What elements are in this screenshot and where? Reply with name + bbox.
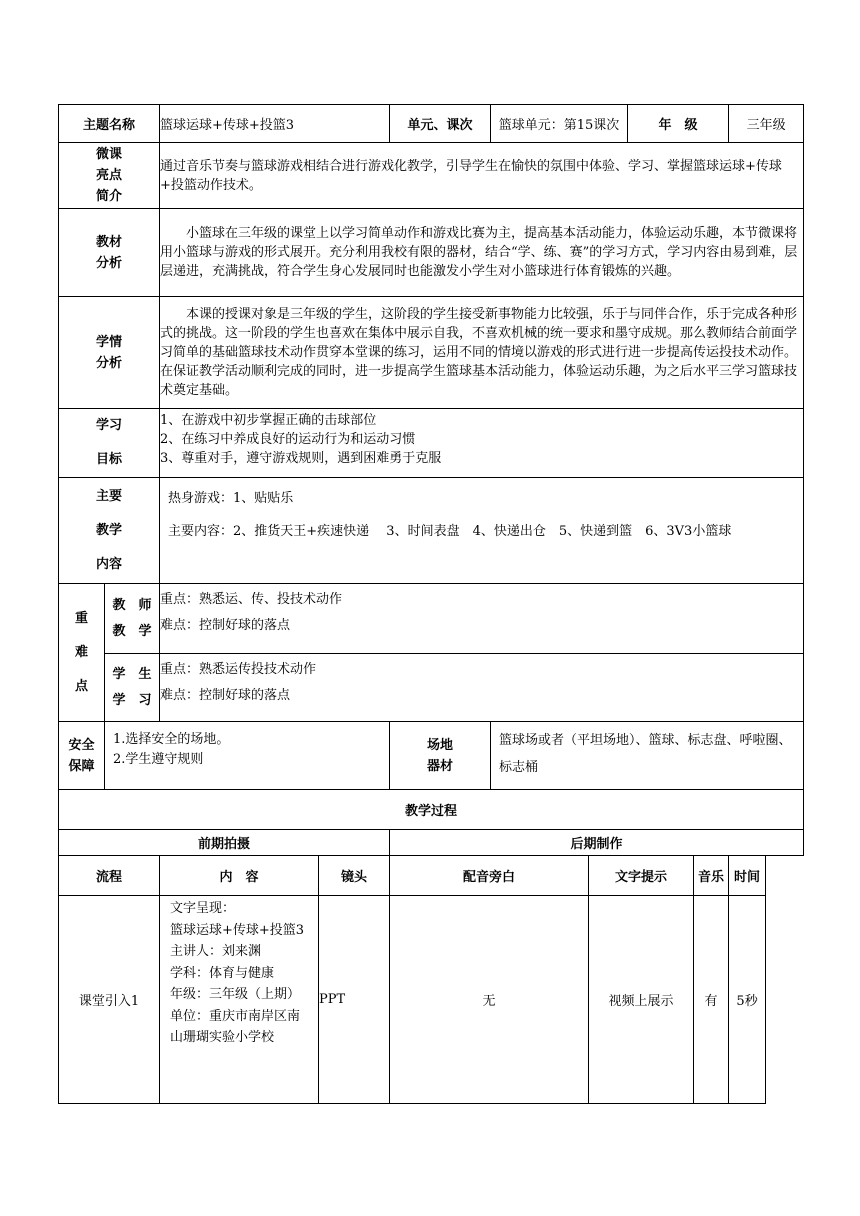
goal-item: 1、在游戏中初步掌握正确的击球部位 — [160, 413, 377, 428]
venue-text: 篮球场或者（平坦场地）、篮球、标志盘、呼啦圈、标志桶 — [491, 722, 804, 790]
col-content: 内 容 — [160, 856, 319, 896]
safety-item: 2.学生遵守规则 — [113, 752, 204, 767]
goal-item: 2、在练习中养成良好的运动行为和运动习惯 — [160, 432, 416, 447]
teacher-label: 教 师 教 学 — [105, 584, 160, 654]
teacher-hard-point: 难点：控制好球的落点 — [160, 618, 291, 633]
highlight-text: 通过音乐节奏与篮球游戏相结合进行游戏化教学，引导学生在愉快的氛围中体验、学习、掌握篮球运球+传球+投篮动作技术。 — [160, 143, 804, 209]
process-phase-row — [59, 830, 804, 856]
difficulty-teacher-row — [59, 584, 804, 654]
grade-label: 年 级 — [628, 105, 729, 143]
pre-production-label: 前期拍摄 — [59, 830, 390, 856]
teacher-points — [160, 584, 804, 654]
col-voiceover: 配音旁白 — [390, 856, 589, 896]
post-production-label: 后期制作 — [390, 830, 804, 856]
students-label: 学情 分析 — [59, 297, 160, 409]
unit-value: 篮球单元：第15课次 — [491, 105, 628, 143]
row-voiceover: 无 — [390, 896, 589, 1104]
highlight-label: 微课 亮点 简介 — [59, 143, 160, 209]
header-row — [59, 105, 804, 143]
student-points — [160, 654, 804, 722]
grade-value: 三年级 — [729, 105, 804, 143]
process-title: 教学过程 — [59, 790, 804, 830]
safety-list — [105, 722, 390, 790]
row-time: 5秒 — [729, 896, 766, 1104]
highlight-row — [59, 143, 804, 209]
theme-label: 主题名称 — [59, 105, 160, 143]
student-label: 学 生 学 习 — [105, 654, 160, 722]
content-line-main: 主要内容：2、推货天王+疾速快递 3、时间表盘 4、快递出仓 5、快递到篮 6、3V3小篮球 — [168, 524, 732, 539]
table-row — [59, 896, 804, 1104]
process-title-row — [59, 790, 804, 830]
difficulty-student-row — [59, 654, 804, 722]
row-text-hint: 视频上展示 — [589, 896, 694, 1104]
teacher-key-point: 重点：熟悉运、传、投技术动作 — [160, 592, 343, 607]
col-step: 流程 — [59, 856, 160, 896]
goal-item: 3、尊重对手，遵守游戏规则，遇到困难勇于克服 — [160, 451, 442, 466]
col-shot: 镜头 — [319, 856, 390, 896]
material-text: 小篮球在三年级的课堂上以学习简单动作和游戏比赛为主，提高基本活动能力，体验运动乐趣，本节微课将用小篮球与游戏的形式展开。充分利用我校有限的器材，结合“学、练、赛”的学习方式，学习内容由易到难，层层递进，充满挑战，符合学生身心发展同时也能激发小学生对小篮球进行体育锻炼的兴趣。 — [160, 209, 804, 297]
row-step: 课堂引入1 — [59, 896, 160, 1104]
students-text: 本课的授课对象是三年级的学生，这阶段的学生接受新事物能力比较强，乐于与同伴合作，乐于完成各种形式的挑战。这一阶段的学生也喜欢在集体中展示自我，不喜欢机械的统一要求和墨守成规。那么教师结合前面学习简单的基础篮球技术动作贯穿本堂课的练习，运用不同的情境以游戏的形式进行进一步提高传运投技术动作。在保证教学活动顺利完成的同时，进一步提高学生篮球基本活动能力，体验运动乐趣，为之后水平三学习篮球技术奠定基础。 — [160, 297, 804, 409]
goals-label: 学习 目标 — [59, 409, 160, 478]
safety-item: 1.选择安全的场地。 — [113, 732, 230, 747]
goals-list — [160, 409, 804, 478]
content-row — [59, 478, 804, 584]
material-row — [59, 209, 804, 297]
unit-label: 单元、课次 — [390, 105, 491, 143]
row-shot: PPT — [319, 896, 390, 1104]
student-hard-point: 难点：控制好球的落点 — [160, 688, 291, 703]
safety-row — [59, 722, 804, 790]
process-header-row — [59, 856, 804, 896]
goals-row — [59, 409, 804, 478]
row-content: 文字呈现： 篮球运球+传球+投篮3 主讲人：刘来渊 学科：体育与健康 年级：三年级（上期） 单位：重庆市南岸区南山珊瑚实验小学校 — [160, 896, 319, 1104]
safety-label: 安全 保障 — [59, 722, 105, 790]
col-text-hint: 文字提示 — [589, 856, 694, 896]
content-text — [160, 478, 804, 584]
content-label: 主要 教学 内容 — [59, 478, 160, 584]
material-label: 教材 分析 — [59, 209, 160, 297]
lesson-plan-table — [58, 104, 804, 1104]
col-time: 时间 — [729, 856, 766, 896]
col-music: 音乐 — [694, 856, 729, 896]
content-line-warmup: 热身游戏：1、贴贴乐 — [168, 491, 294, 506]
students-row — [59, 297, 804, 409]
theme-value: 篮球运球+传球+投篮3 — [160, 105, 390, 143]
venue-label: 场地 器材 — [390, 722, 491, 790]
row-music: 有 — [694, 896, 729, 1104]
difficulty-label: 重 难 点 — [59, 584, 105, 722]
student-key-point: 重点：熟悉运传投技术动作 — [160, 662, 317, 677]
